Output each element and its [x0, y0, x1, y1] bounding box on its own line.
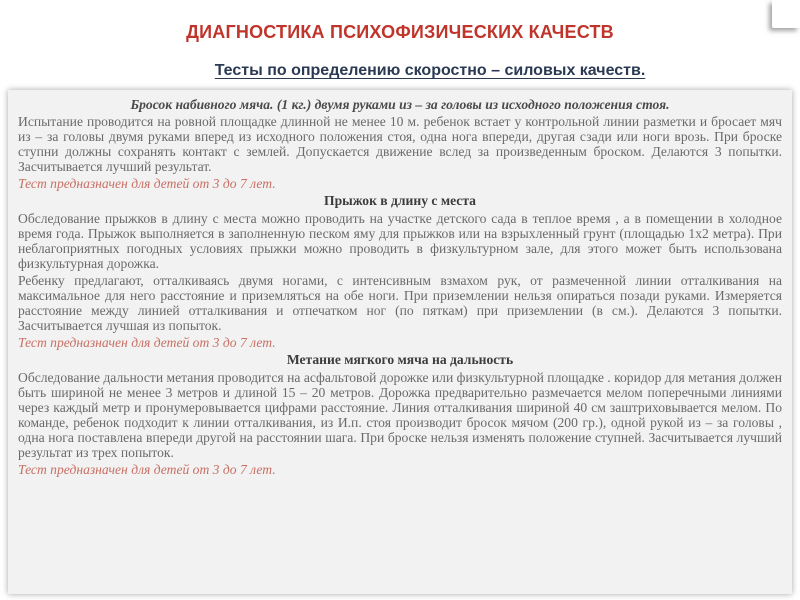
section-paragraph: Обследование прыжков в длину с места можно проводить на участке детского сада в теплое время , а в помещении в холодное время года. Прыжок выполняется в заполненную песком яму для прыжков или на взрыхленный грунт (площадью 1х2 метра). При неблагоприятных погодных условиях прыжки можно проводить в физкультурном зале, для этого может быть использована физкультурная дорожка. [18, 211, 782, 271]
content-panel [8, 90, 792, 594]
section-heading-long-jump: Прыжок в длину с места [324, 193, 476, 208]
section-paragraph: Испытание проводится на ровной площадке длинной не менее 10 м. ребенок встает у контрольной линии разметки и бросает мяч из – за головы двумя руками вперед из исходного положения стоя, одна нога впереди, другая сзади или ноги врозь. При броске ступни должны сохранять контакт с землей. Допускается движение вслед за произведенным броском. Делаются 3 попытки. Засчитывается лучший результат. [18, 114, 782, 174]
section-note: Тест предназначен для детей от 3 до 7 лет. [18, 176, 276, 191]
content-text [8, 90, 792, 477]
section-note: Тест предназначен для детей от 3 до 7 лет. [18, 462, 276, 477]
section-note: Тест предназначен для детей от 3 до 7 лет. [18, 335, 276, 350]
page-subtitle: Тесты по определению скоростно – силовых качеств. [214, 62, 646, 79]
section-heading-soft-ball-throw: Метание мягкого мяча на дальность [286, 352, 514, 367]
section-paragraph: Обследование дальности метания проводится на асфальтовой дорожке или физкультурной площадке . коридор для метания должен быть шириной не менее 3 метров и длиной 15 – 20 метров. Дорожка предварительно размечается мелом поперечными линиями через каждый метр и пронумеровывается цифрами расстояние. Линия отталкивания шириной 40 см заштриховывается мелом. По команде, ребенок подходит к линии отталкивания, из И.п. стоя производит бросок мячом (200 гр.), одной рукой из – за головы , одна нога поставлена впереди другой на расстоянии шага. При броске нельзя изменять положение ступней. Засчитывается лучший результат из трех попыток. [18, 370, 782, 460]
page-title: ДИАГНОСТИКА ПСИХОФИЗИЧЕСКИХ КАЧЕСТВ [186, 22, 614, 42]
section-heading-medicine-ball: Бросок набивного мяча. (1 кг.) двумя руками из – за головы из исходного положения стоя. [130, 97, 670, 112]
section-paragraph: Ребенку предлагают, отталкиваясь двумя ногами, с интенсивным взмахом рук, от размеченной линии отталкивания на максимальное для него расстояние и приземляться на обе ноги. При приземлении нельзя опираться позади руками. Измеряется расстояние между линией отталкивания и отпечатком ног (по пяткам) при приземлении (в см.). Делаются 3 попытки. Засчитывается лучшая из попыток. [18, 273, 782, 333]
